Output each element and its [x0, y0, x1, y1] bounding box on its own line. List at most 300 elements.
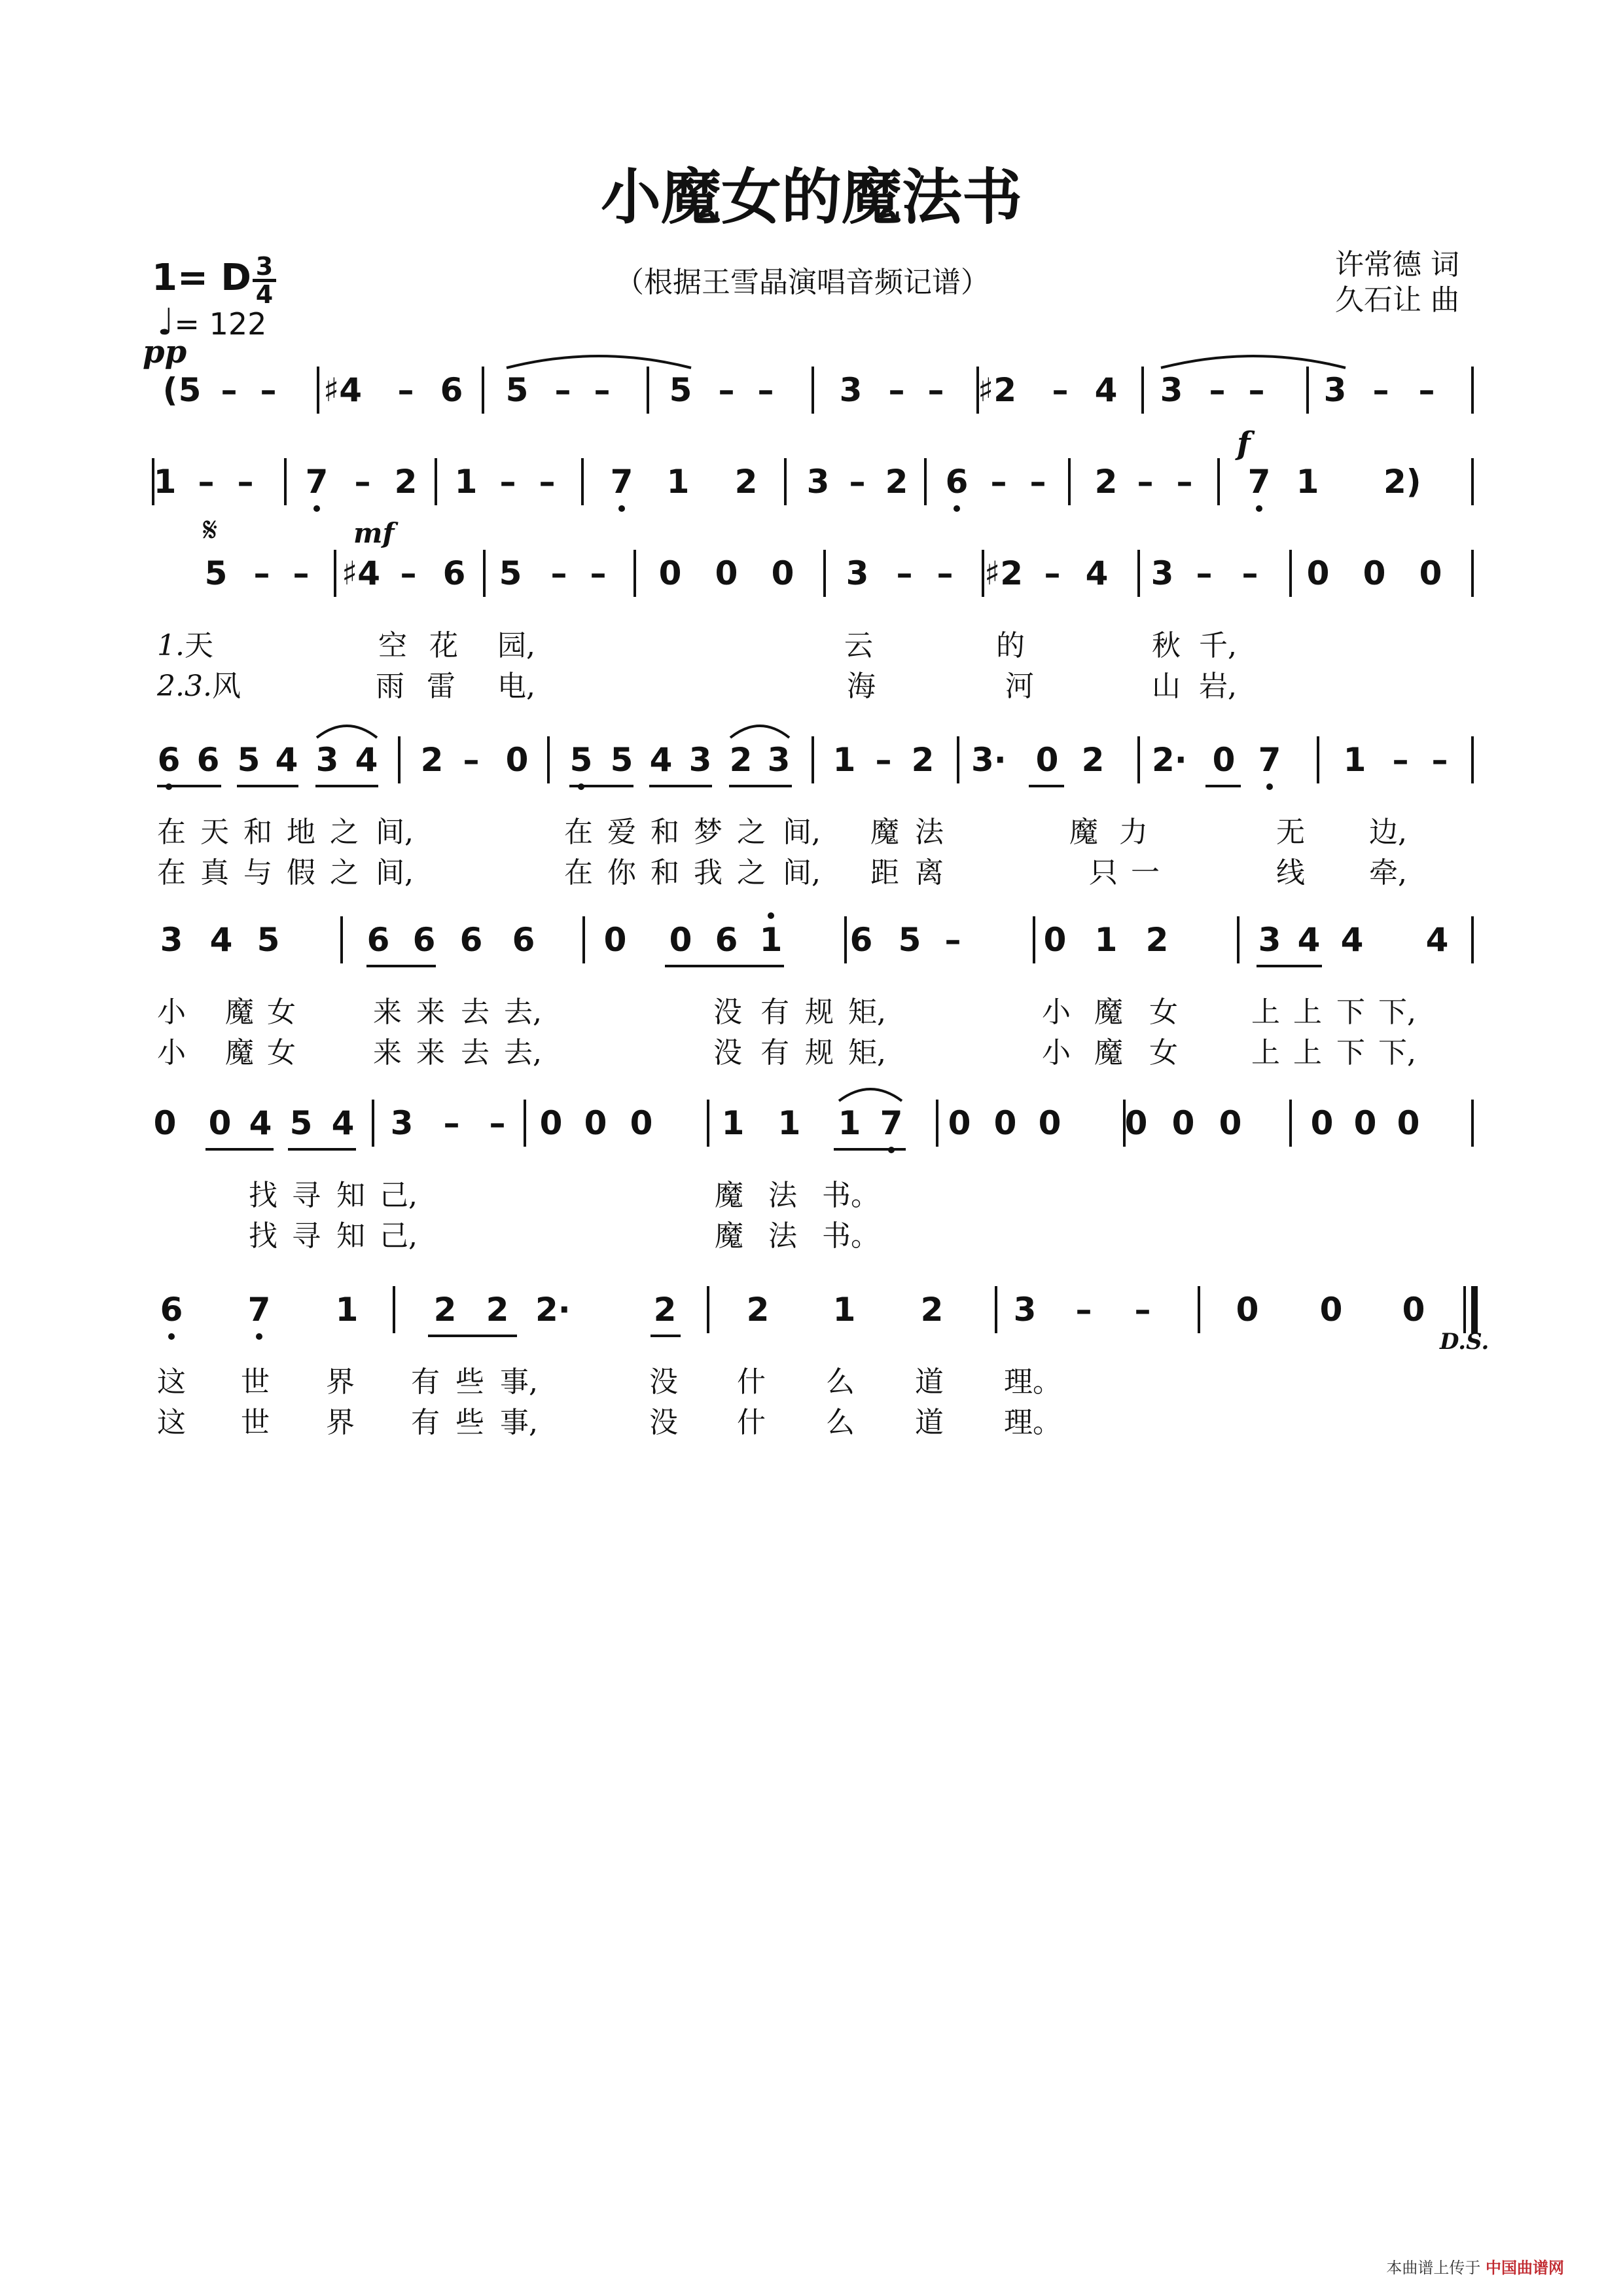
lyric-syllable: 些	[455, 1406, 484, 1439]
barline	[1068, 458, 1071, 505]
note: 5	[499, 554, 522, 592]
note: 7	[1242, 458, 1276, 505]
note: –	[757, 371, 774, 409]
lyric-syllable: 上	[1251, 1036, 1280, 1069]
note: –	[539, 463, 556, 501]
lyric-syllable: 之	[737, 856, 766, 889]
barline	[547, 736, 550, 783]
note: 0	[669, 921, 692, 959]
barline	[707, 1100, 709, 1147]
lyric-syllable: 魔	[225, 996, 254, 1029]
note: 0	[1306, 554, 1330, 592]
note: –	[1196, 554, 1213, 592]
note: 3	[806, 463, 830, 501]
note: –	[594, 371, 611, 409]
dynamic-f: f	[1237, 425, 1251, 462]
segno-icon: 𝄋	[203, 511, 218, 550]
note: (	[162, 371, 178, 409]
lyric-syllable: 来	[373, 996, 402, 1029]
note: –	[590, 554, 607, 592]
note: –	[499, 463, 516, 501]
beam-underline	[205, 1148, 274, 1151]
low-octave-dot	[954, 505, 960, 512]
lyric-syllable: 只	[1089, 856, 1118, 889]
lyric-syllable: 去	[461, 1036, 490, 1069]
note: 1	[832, 1291, 856, 1329]
lyric-syllable: 间,	[783, 856, 821, 889]
lyric-syllable: 理。	[1004, 1406, 1061, 1439]
lyric-syllable: 去,	[504, 1036, 542, 1069]
note: –	[936, 554, 954, 592]
note: 5	[564, 736, 598, 783]
lyric-syllable: 寻	[292, 1219, 321, 1253]
note: 2	[746, 1291, 770, 1329]
lyric-syllable: 界	[326, 1365, 355, 1399]
lyric-syllable: 法	[768, 1219, 797, 1253]
barline	[284, 458, 287, 505]
note: 3·	[971, 741, 1007, 779]
lyric-syllable: 魔	[225, 1036, 254, 1069]
lyric-syllable: 魔	[870, 816, 899, 849]
system-s6	[0, 1100, 1623, 1152]
lyric-syllable: 下,	[1378, 996, 1416, 1029]
note: 5	[898, 921, 921, 959]
barline	[1471, 458, 1474, 505]
note: 1	[838, 1104, 861, 1142]
barline	[482, 367, 484, 414]
note: 0	[153, 1104, 177, 1142]
lyric-syllable: 的	[996, 629, 1025, 662]
barline	[1306, 367, 1309, 414]
note: –	[896, 554, 913, 592]
lyric-syllable: 没	[713, 1036, 742, 1069]
footer-watermark	[1386, 2255, 1564, 2278]
barline	[823, 550, 826, 597]
barline	[812, 736, 814, 783]
final-barline	[1471, 1286, 1478, 1333]
note: 3	[390, 1104, 414, 1142]
lyric-syllable: 山	[1152, 670, 1181, 703]
lyric-syllable: 矩,	[848, 1036, 886, 1069]
meter-top: 3	[255, 252, 274, 281]
note: 3	[315, 741, 339, 779]
note: 5	[257, 921, 280, 959]
beam-underline	[651, 1335, 681, 1337]
lyricist-credit: 许常德 词	[1335, 248, 1459, 281]
meter-bottom: 4	[255, 280, 274, 309]
note: 4	[275, 741, 298, 779]
lyric-syllable: 世	[241, 1365, 270, 1399]
beam-underline	[157, 785, 221, 787]
beam-underline	[288, 1148, 356, 1151]
note: 6	[442, 554, 466, 592]
barline	[1471, 1100, 1474, 1147]
lyric-syllable: 我	[694, 856, 722, 889]
note: 6	[366, 921, 390, 959]
note: 0	[658, 554, 682, 592]
lyric-syllable: 么	[826, 1406, 855, 1439]
lyric-syllable: 这	[157, 1365, 186, 1399]
note: 1	[721, 1104, 745, 1142]
lyric-syllable: 女	[1149, 996, 1178, 1029]
lyric-syllable: 知	[336, 1179, 365, 1212]
lyric-syllable: 雷	[427, 670, 455, 703]
note: 7	[300, 458, 334, 505]
lyric-syllable: 矩,	[848, 996, 886, 1029]
note: 4	[1340, 921, 1364, 959]
lyric-syllable: 规	[805, 1036, 834, 1069]
barline	[1471, 367, 1474, 414]
note: 6	[512, 921, 535, 959]
note: –	[554, 371, 571, 409]
beam-underline	[1029, 785, 1064, 787]
lyric-syllable: 真	[200, 856, 229, 889]
note: 3	[1258, 921, 1281, 959]
lyric-syllable: 之	[330, 816, 359, 849]
lyric-syllable: 海	[847, 670, 876, 703]
note: –	[944, 921, 961, 959]
lyric-syllable: 空	[378, 629, 407, 662]
barline	[581, 458, 584, 505]
note: 0	[539, 1104, 563, 1142]
barline	[483, 550, 486, 597]
dynamic-pp: pp	[143, 334, 187, 370]
note: 4	[331, 1104, 355, 1142]
barline	[936, 1100, 938, 1147]
system-s3	[0, 550, 1623, 602]
lyric-syllable: 间,	[376, 816, 414, 849]
note: 2·	[535, 1291, 571, 1329]
note: –	[1029, 463, 1046, 501]
lyric-syllable: 园,	[497, 629, 535, 662]
note: 0	[948, 1104, 971, 1142]
note: 2	[653, 1291, 677, 1329]
lyric-syllable: 下	[1336, 1036, 1365, 1069]
slur	[1158, 350, 1348, 369]
barline	[1471, 736, 1474, 783]
quarter-note-icon: ♩	[157, 301, 175, 344]
note: 2	[420, 741, 444, 779]
note: –	[1431, 741, 1448, 779]
lyric-syllable: 小	[1042, 996, 1071, 1029]
lyric-syllable: 无	[1276, 816, 1305, 849]
lyric-syllable: 己,	[380, 1219, 418, 1253]
system-s4	[0, 736, 1623, 789]
beam-underline	[665, 965, 784, 967]
beam-underline	[428, 1335, 517, 1337]
note: 1	[1343, 741, 1366, 779]
note: 6	[196, 741, 220, 779]
lyric-syllable: 来	[373, 1036, 402, 1069]
note: 6	[154, 1286, 188, 1333]
note: 1	[832, 741, 856, 779]
footer-brand: 中国曲谱网	[1486, 2259, 1564, 2277]
note: –	[718, 371, 735, 409]
lyric-syllable: 边,	[1369, 816, 1407, 849]
beam-underline	[1257, 965, 1322, 967]
lyric-syllable: 2.3.风	[157, 670, 241, 703]
barline	[707, 1286, 709, 1333]
note: 0	[1419, 554, 1442, 592]
note: 5	[204, 554, 228, 592]
note: 6	[440, 371, 463, 409]
lyric-syllable: 有	[760, 1036, 789, 1069]
dal-segno-marking: D.S.	[1440, 1329, 1489, 1355]
lyric-syllable: 有	[760, 996, 789, 1029]
lyric-syllable: 牵,	[1369, 856, 1407, 889]
lyric-syllable: 在	[157, 856, 186, 889]
note: 0	[1310, 1104, 1334, 1142]
barline	[1471, 916, 1474, 963]
barline	[633, 550, 636, 597]
composer-credit: 久石让 曲	[1335, 283, 1459, 317]
note: 0	[1319, 1291, 1343, 1329]
lyric-syllable: 力	[1119, 816, 1148, 849]
lyric-syllable: 道	[915, 1406, 944, 1439]
beam-underline	[315, 785, 378, 787]
barline	[582, 916, 585, 963]
note: 0	[1402, 1291, 1425, 1329]
beam-underline	[366, 965, 436, 967]
slur	[728, 719, 792, 739]
barline	[1471, 550, 1474, 597]
note: –	[1176, 463, 1193, 501]
beam-underline	[834, 1148, 906, 1151]
beam-underline	[1205, 785, 1241, 787]
note: 5	[669, 371, 692, 409]
note: 1	[754, 916, 788, 963]
note: –	[237, 463, 254, 501]
note: –	[354, 463, 371, 501]
lyric-syllable: 爱	[607, 816, 636, 849]
note: 2	[1145, 921, 1169, 959]
lyric-syllable: 有	[411, 1406, 440, 1439]
note: –	[1075, 1291, 1092, 1329]
note: –	[260, 371, 277, 409]
note: 1	[454, 463, 478, 501]
note: 0	[630, 1104, 653, 1142]
lyric-syllable: 书。	[822, 1179, 880, 1212]
note: –	[1209, 371, 1226, 409]
barline	[317, 367, 319, 414]
lyric-syllable: 距	[870, 856, 899, 889]
barline	[1137, 550, 1140, 597]
lyric-syllable: 魔	[1069, 816, 1098, 849]
note: 0	[505, 741, 529, 779]
barline	[1033, 916, 1035, 963]
lyric-syllable: 什	[737, 1406, 766, 1439]
lyric-syllable: 没	[713, 996, 742, 1029]
note: 2	[1094, 463, 1118, 501]
barline	[372, 1100, 374, 1147]
barline	[647, 367, 649, 414]
lyric-syllable: 道	[915, 1365, 944, 1399]
footer-text: 本曲谱上传于	[1386, 2259, 1481, 2277]
barline	[524, 1100, 526, 1147]
note: 2)	[1383, 463, 1421, 501]
note: 5	[289, 1104, 313, 1142]
lyric-syllable: 没	[649, 1365, 678, 1399]
lyric-syllable: 魔	[715, 1219, 743, 1253]
lyric-syllable: 没	[649, 1406, 678, 1439]
lyric-syllable: 雨	[376, 670, 404, 703]
note: –	[463, 741, 480, 779]
lyric-syllable: 岩,	[1199, 670, 1237, 703]
note: –	[397, 371, 414, 409]
lyric-syllable: 千,	[1199, 629, 1237, 662]
low-octave-dot	[256, 1333, 262, 1340]
lyric-syllable: 去	[461, 996, 490, 1029]
note: 1	[335, 1291, 359, 1329]
lyric-syllable: 找	[249, 1219, 277, 1253]
lyric-syllable: 女	[267, 996, 296, 1029]
note: 5	[505, 371, 529, 409]
note: 4	[1425, 921, 1449, 959]
lyric-syllable: 理。	[1004, 1365, 1061, 1399]
note: 0	[1236, 1291, 1259, 1329]
lyric-syllable: 事,	[500, 1406, 538, 1439]
note: –	[221, 371, 238, 409]
barline	[957, 736, 959, 783]
note: 6	[412, 921, 436, 959]
page-title: 小魔女的魔法书	[600, 162, 1022, 232]
lyric-syllable: 小	[157, 1036, 186, 1069]
note: –	[1044, 554, 1061, 592]
note: 0	[1212, 741, 1236, 779]
system-s1	[0, 367, 1623, 419]
note: –	[927, 371, 944, 409]
lyric-syllable: 找	[249, 1179, 277, 1212]
note: 0	[584, 1104, 607, 1142]
note: 3	[1323, 371, 1347, 409]
lyric-syllable: 事,	[500, 1365, 538, 1399]
note: 7	[242, 1286, 276, 1333]
barline	[1217, 458, 1220, 505]
barline	[1463, 1286, 1466, 1333]
note: ♯2	[984, 554, 1023, 592]
time-signature	[251, 254, 277, 307]
note: 5	[178, 371, 202, 409]
note: 2·	[1152, 741, 1187, 779]
lyric-syllable: 小	[157, 996, 186, 1029]
barline	[924, 458, 927, 505]
note: 5	[237, 741, 260, 779]
note: 1	[777, 1104, 801, 1142]
note: –	[400, 554, 417, 592]
note: –	[1418, 371, 1435, 409]
subtitle: （根据王雪晶演唱音频记谱）	[615, 266, 990, 299]
system-s7	[0, 1286, 1623, 1338]
lyric-syllable: 间,	[783, 816, 821, 849]
lyric-syllable: 之	[737, 816, 766, 849]
lyric-syllable: 去,	[504, 996, 542, 1029]
note: 0	[1353, 1104, 1377, 1142]
lyric-syllable: 法	[768, 1179, 797, 1212]
lyric-syllable: 地	[287, 816, 315, 849]
note: 2	[920, 1291, 944, 1329]
lyric-syllable: 一	[1131, 856, 1160, 889]
note: 7	[1253, 736, 1287, 783]
note: 4	[209, 921, 233, 959]
note: 0	[1397, 1104, 1420, 1142]
lyric-syllable: 来	[416, 996, 445, 1029]
barline	[995, 1286, 997, 1333]
note: –	[253, 554, 270, 592]
barline	[1289, 550, 1292, 597]
lyric-syllable: 上	[1293, 996, 1322, 1029]
lyric-syllable: 魔	[1094, 996, 1123, 1029]
note: ♯2	[978, 371, 1016, 409]
note: –	[849, 463, 866, 501]
slur	[836, 1083, 904, 1102]
barline	[393, 1286, 395, 1333]
lyric-syllable: 女	[1149, 1036, 1178, 1069]
system-s5	[0, 916, 1623, 969]
lyric-syllable: 1.天	[157, 629, 213, 662]
lyric-syllable: 界	[326, 1406, 355, 1439]
lyric-syllable: 这	[157, 1406, 186, 1439]
note: –	[1248, 371, 1265, 409]
lyric-syllable: 梦	[694, 816, 722, 849]
note: 3	[1013, 1291, 1037, 1329]
note: 6	[940, 458, 974, 505]
lyric-syllable: 河	[1005, 670, 1034, 703]
note: –	[1392, 741, 1409, 779]
low-octave-dot	[168, 1333, 175, 1340]
lyric-syllable: 在	[564, 816, 593, 849]
lyric-syllable: 在	[564, 856, 593, 889]
note: –	[293, 554, 310, 592]
note: 1	[1094, 921, 1118, 959]
lyric-syllable: 魔	[715, 1179, 743, 1212]
note: 2	[1081, 741, 1105, 779]
note: –	[443, 1104, 460, 1142]
note: –	[875, 741, 892, 779]
lyric-syllable: 下	[1336, 996, 1365, 1029]
lyric-syllable: 书。	[822, 1219, 880, 1253]
beam-underline	[649, 785, 712, 787]
note: 0	[1035, 741, 1059, 779]
note: 3	[846, 554, 869, 592]
note: 0	[1043, 921, 1067, 959]
note: –	[1241, 554, 1258, 592]
note: –	[888, 371, 905, 409]
note: –	[1052, 371, 1069, 409]
note: 6	[152, 736, 186, 783]
lyric-syllable: 有	[411, 1365, 440, 1399]
barline	[784, 458, 787, 505]
lyric-syllable: 秋	[1152, 629, 1181, 662]
note: 6	[715, 921, 738, 959]
lyric-syllable: 离	[915, 856, 944, 889]
lyric-syllable: 和	[243, 816, 272, 849]
barline	[435, 458, 437, 505]
high-octave-dot	[768, 912, 774, 919]
key-signature: 1= D	[152, 257, 251, 299]
note: 0	[715, 554, 738, 592]
note: 2	[433, 1291, 457, 1329]
note: 0	[1124, 1104, 1148, 1142]
lyric-syllable: 云	[844, 629, 873, 662]
note: 0	[1363, 554, 1386, 592]
note: 0	[771, 554, 794, 592]
slur	[504, 350, 694, 369]
note: 0	[1038, 1104, 1061, 1142]
barline	[812, 367, 814, 414]
note: 4	[1085, 554, 1109, 592]
note: 1	[1296, 463, 1319, 501]
note: 4	[1094, 371, 1118, 409]
